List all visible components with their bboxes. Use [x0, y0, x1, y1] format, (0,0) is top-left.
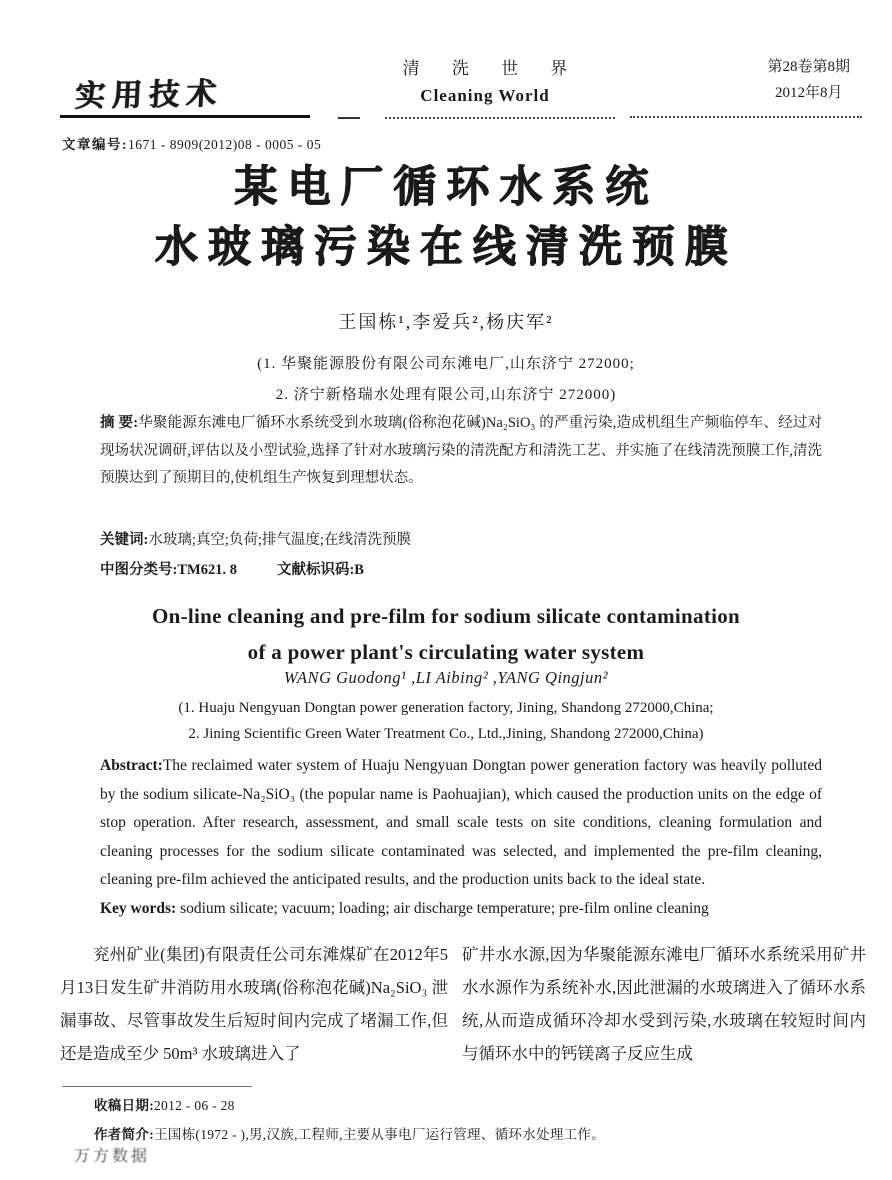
column-label: 实用技术 — [73, 77, 224, 114]
article-title-cn-line1: 某电厂循环水系统 — [234, 164, 658, 211]
article-number-value: 1671 - 8909(2012)08 - 0005 - 05 — [128, 137, 322, 152]
issue-info — [767, 54, 850, 106]
body-column-right: 矿井水水源,因为华聚能源东滩电厂循环水系统采用矿井水水源作为系统补水,因此泄漏的水玻璃进入了循环水系统,从而造成循环冷却水受到污染,水玻璃在较短时间内与循环水中的钙镁离子反应生成 — [462, 945, 866, 1063]
doc-code-label: 文献标识码: — [276, 562, 355, 578]
header-rule — [60, 115, 862, 118]
abstract-en — [100, 752, 822, 923]
body-text — [60, 938, 866, 1070]
rule-dash-segment — [338, 117, 360, 119]
article-number-label: 文章编号: — [62, 137, 128, 152]
affiliation-cn-2: 2. 济宁新格瑞水处理有限公司,山东济宁 272000) — [275, 387, 617, 403]
body-column-left: 兖州矿业(集团)有限责任公司东滩煤矿在2012年5月13日发生矿井消防用水玻璃(俗称泡花碱)Na₂SiO₃ 泄漏事故、尽管事故发生后短时间内完成了堵漏工作,但还是造成至少 50m³ 水玻璃进入了 — [60, 945, 448, 1063]
affiliation-en-2: 2. Jining Scientific Green Water Treatment Co., Ltd.,Jining, Shandong 272000,China) — [188, 726, 704, 742]
issue-volume: 第28卷第8期 — [767, 59, 850, 75]
keywords-en-text: sodium silicate; vacuum; loading; air discharge temperature; pre-film online cleaning — [180, 899, 709, 917]
doc-code-value: B — [354, 562, 364, 578]
footnote-rule — [62, 1086, 252, 1087]
authors-cn: 王国栋¹,李爱兵²,杨庆军² — [338, 312, 554, 332]
author-bio — [94, 1123, 605, 1143]
issue-date: 2012年8月 — [774, 85, 843, 101]
keywords-cn-label: 关键词: — [100, 532, 149, 548]
rule-dotted-segment-2 — [630, 116, 862, 118]
journal-title-cn: 清 洗 世 界 — [402, 59, 582, 78]
received-date — [94, 1094, 235, 1114]
article-title-en-line2: of a power plant's circulating water system — [247, 640, 645, 664]
affiliation-en-1: (1. Huaju Nengyuan Dongtan power generation factory, Jining, Shandong 272000,China; — [178, 700, 714, 716]
rule-dotted-segment-1 — [385, 117, 615, 119]
keywords-en — [100, 895, 822, 924]
clc-line — [100, 558, 822, 579]
journal-header — [60, 52, 860, 114]
clc-value: TM621. 8 — [177, 562, 237, 578]
article-title-en-line1: On-line cleaning and pre-film for sodium silicate contamination — [151, 604, 741, 628]
clc-label: 中图分类号: — [100, 562, 178, 578]
abstract-cn — [100, 410, 822, 493]
wanfang-watermark: 万方数据 — [74, 1148, 151, 1165]
article-number — [62, 133, 321, 153]
abstract-en-text: The reclaimed water system of Huaju Nengyuan Dongtan power generation factory was heavily polluted by the sodium silicate-Na₂SiO₃ (the popular name is Paohuajian), which caused the production units on the edge of stop operation. After research, assessment, and small scale tests on site conditions, cleaning formulation and cleaning processes for the sodium silicate contaminated was selected, and implemented the pre-film cleaning, cleaning pre-film achieved the anticipated results, and the production units back to the ideal state. — [100, 757, 822, 888]
keywords-cn-text: 水玻璃;真空;负荷;排气温度;在线清洗预膜 — [148, 532, 411, 548]
author-bio-label: 作者简介: — [94, 1127, 154, 1142]
article-title-cn — [0, 158, 892, 278]
received-date-value: 2012 - 06 - 28 — [154, 1098, 235, 1113]
keywords-cn — [100, 528, 822, 549]
affiliation-cn-1: (1. 华聚能源股份有限公司东滩电厂,山东济宁 272000; — [257, 356, 635, 372]
abstract-cn-text: 华聚能源东滩电厂循环水系统受到水玻璃(俗称泡花碱)Na₂SiO₃ 的严重污染,造成机组生产频临停车、经过对现场状况调研,评估以及小型试验,选择了针对水玻璃污染的清洗配方和清洗工艺、并实施了在线清洗预膜工作,清洗预膜达到了预期目的,使机组生产恢复到理想状态。 — [100, 415, 822, 486]
article-title-cn-line2: 水玻璃污染在线清洗预膜 — [154, 224, 738, 271]
abstract-cn-label: 摘 要: — [100, 415, 139, 431]
authors-en: WANG Guodong¹ ,LI Aibing² ,YANG Qingjun² — [283, 668, 609, 687]
keywords-en-label: Key words: — [100, 899, 177, 917]
article-title-en — [0, 598, 892, 670]
author-bio-value: 王国栋(1972 - ),男,汉族,工程师,主要从事电厂运行管理、循环水处理工作。 — [154, 1127, 606, 1142]
rule-solid-segment — [60, 115, 310, 118]
received-date-label: 收稿日期: — [94, 1098, 154, 1113]
journal-title-en: Cleaning World — [420, 86, 550, 105]
journal-title-block — [380, 54, 590, 106]
abstract-en-label: Abstract: — [100, 757, 163, 774]
